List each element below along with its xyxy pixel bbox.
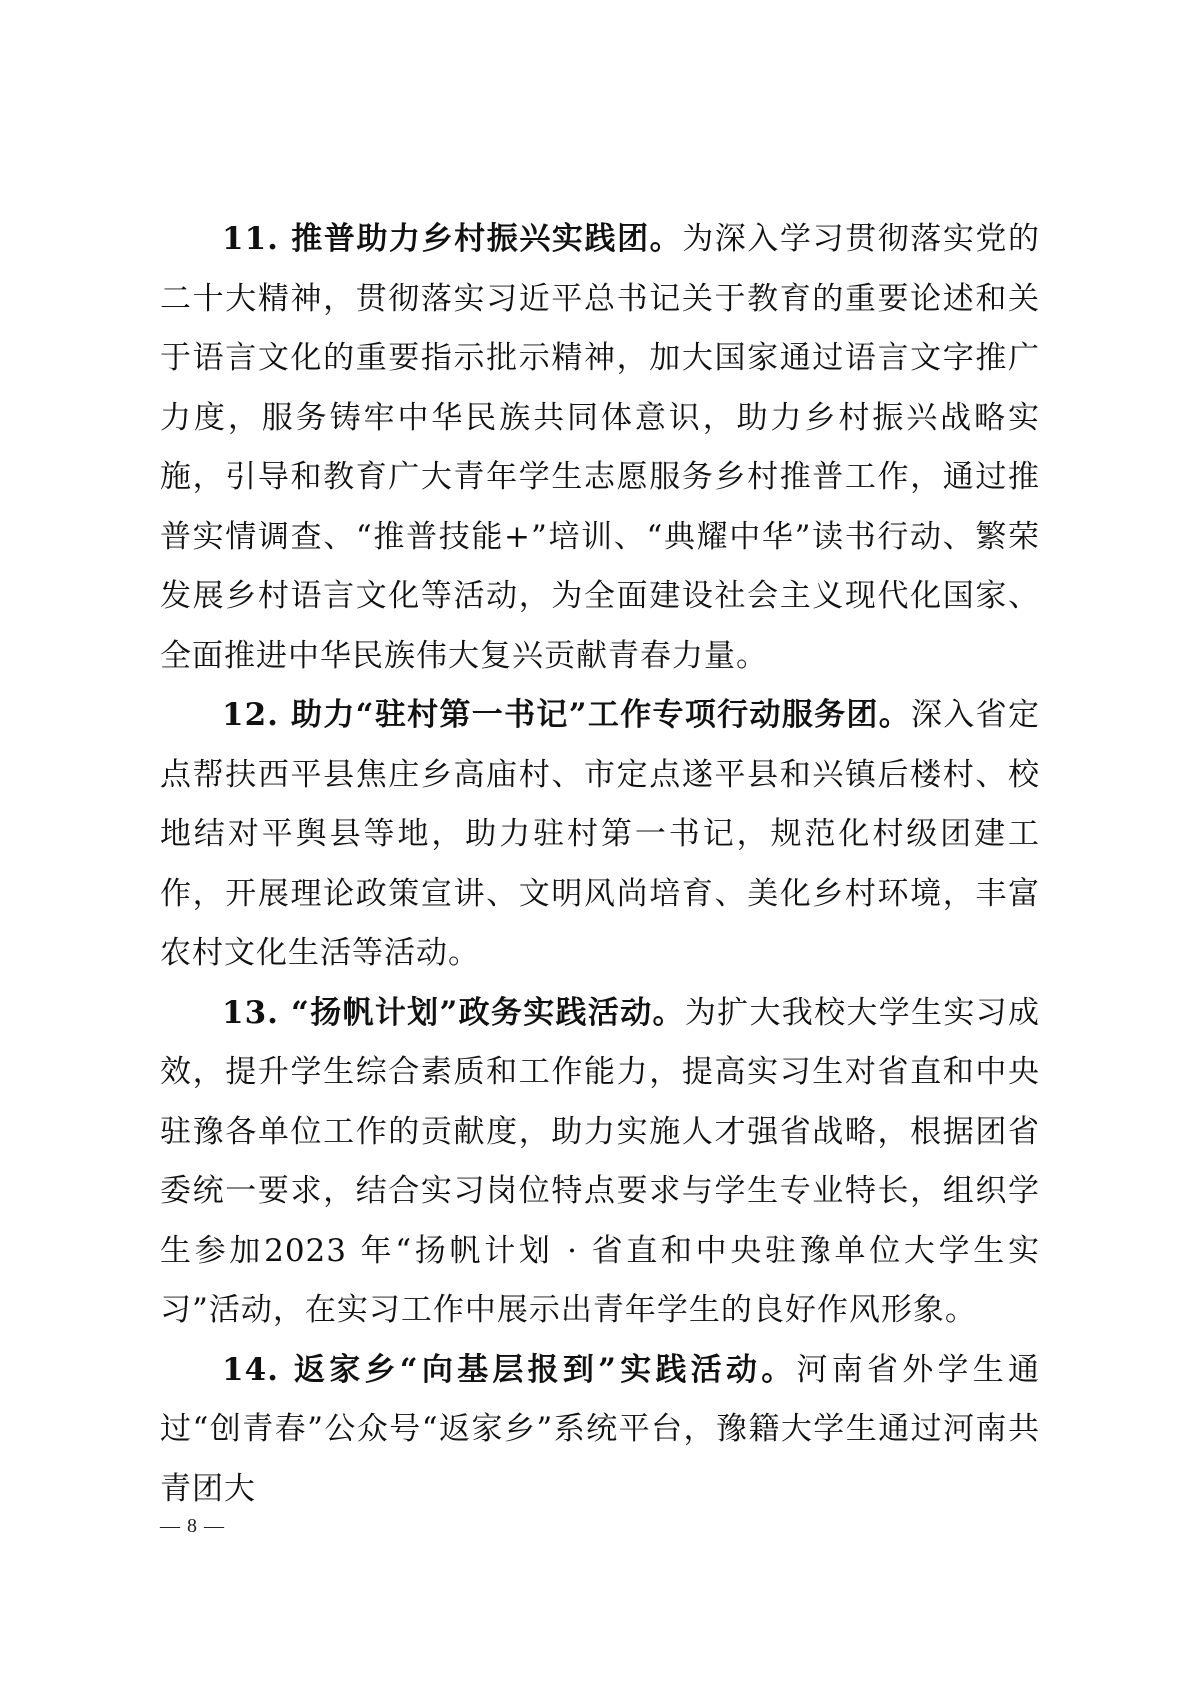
paragraph-11-heading: 11. 推普助力乡村振兴实践团。 — [222, 221, 683, 257]
paragraph-13-body: 为扩大我校大学生实习成效，提升学生综合素质和工作能力，提高实习生对省直和中央驻豫各单位工作的贡献度，助力实施人才强省战略，根据团省委统一要求，结合实习岗位特点要求与学生专业特长，组织学生参加2023 年“扬帆计划 · 省直和中央驻豫单位大学生实习”活动，在实习工作中展示出青年学生的良好作风形象。 — [160, 994, 1040, 1328]
paragraph-12 — [160, 686, 1040, 984]
paragraph-12-heading: 12. 助力“驻村第一书记”工作专项行动服务团。 — [222, 697, 912, 733]
paragraph-11 — [160, 210, 1040, 686]
paragraph-11-body: 为深入学习贯彻落实党的二十大精神，贯彻落实习近平总书记关于教育的重要论述和关于语言文化的重要指示批示精神，加大国家通过语言文字推广力度，服务铸牢中华民族共同体意识，助力乡村振兴战略实施，引导和教育广大青年学生志愿服务乡村推普工作，通过推普实情调查、“推普技能+”培训、“典耀中华”读书行动、繁荣发展乡村语言文化等活动，为全面建设社会主义现代化国家、全面推进中华民族伟大复兴贡献青春力量。 — [160, 221, 1041, 674]
document-body — [160, 210, 1040, 1519]
paragraph-14-heading: 14. 返家乡“向基层报到”实践活动。 — [222, 1351, 797, 1388]
paragraph-14 — [160, 1341, 1040, 1520]
paragraph-13-heading: 13. “扬帆计划”政务实践活动。 — [222, 994, 685, 1031]
paragraph-13 — [160, 984, 1040, 1341]
paragraph-14-body: 河南省外学生通过“创青春”公众号“返家乡”系统平台，豫籍大学生通过河南共青团大 — [160, 1351, 1040, 1507]
paragraph-12-body: 深入省定点帮扶西平县焦庄乡高庙村、市定点遂平县和兴镇后楼村、校地结对平舆县等地，助力驻村第一书记，规范化村级团建工作，开展理论政策宣讲、文明风尚培育、美化乡村环境，丰富农村文化生活等活动。 — [160, 697, 1040, 971]
page-number: — 8 — — [160, 1515, 225, 1537]
